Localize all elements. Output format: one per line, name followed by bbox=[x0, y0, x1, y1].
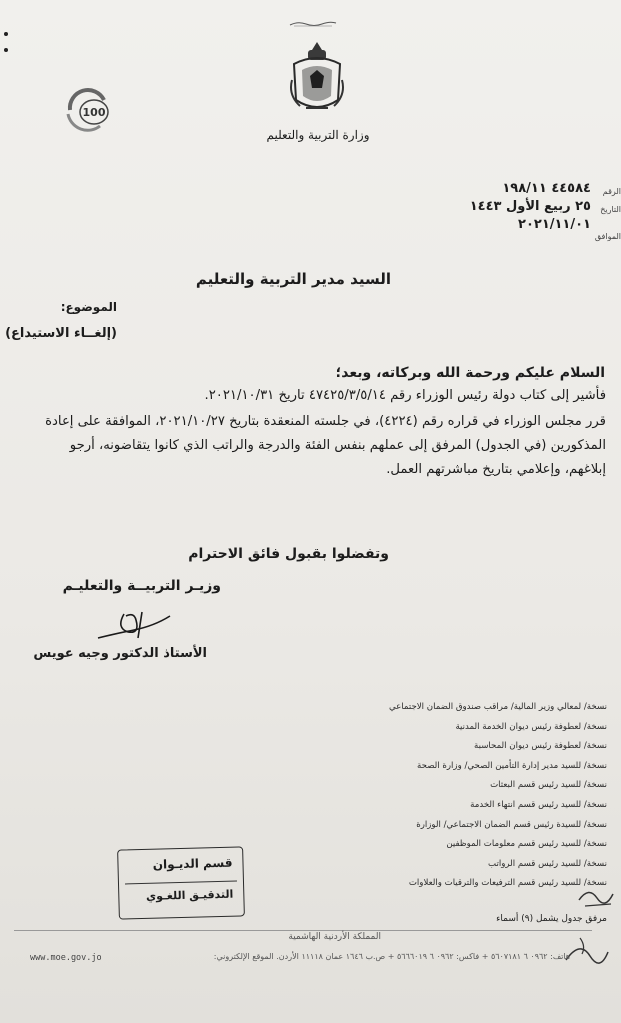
paragraph-1: فأشير إلى كتاب دولة رئيس الوزراء رقم ٤٧٤٢٥/٣/٥/١٤ تاريخ ٢٠٢١/١٠/٣١. bbox=[204, 388, 606, 403]
paragraph-2: قرر مجلس الوزراء في قراره رقم (٤٢٢٤)، في جلسته المنعقدة بتاريخ ٢٠٢١/١٠/٢٧، الموافقة على إعادة المذكورين (في الجدول) المرفق إلى عملهم بنفس الفئة والدرجة والراتب الذي كانوا يتقاضونه، أرجو إبلاغهم، وإعلامي بتاريخ مباشرتهم العمل. bbox=[45, 414, 606, 477]
addressee: السيد مدير التربية والتعليم bbox=[195, 270, 391, 288]
signature-icon bbox=[94, 608, 174, 644]
royal-crest-icon bbox=[288, 40, 346, 118]
gregorian-date: ٢٠٢١/١١/٠١ bbox=[518, 217, 591, 232]
scan-speck bbox=[4, 48, 8, 52]
copy-line: نسخة/ لعطوفة رئيس ديوان المحاسبة bbox=[474, 741, 607, 752]
copy-line: نسخة/ للسيد رئيس قسم انتهاء الخدمة bbox=[470, 799, 607, 810]
minister-name: الأستاذ الدكتور وجيه عويس bbox=[33, 646, 207, 661]
attachment-note: مرفق جدول يشمل (٩) أسماء bbox=[496, 914, 607, 924]
equiv-label: الموافق bbox=[594, 232, 621, 241]
footer-divider bbox=[14, 930, 592, 931]
copy-line: نسخة/ للسيد رئيس قسم البعثات bbox=[490, 780, 607, 791]
copy-line: نسخة/ لعطوفة رئيس ديوان الخدمة المدنية bbox=[455, 721, 607, 732]
margin-scribble-icon bbox=[575, 880, 615, 910]
ministry-name: وزارة التربية والتعليم bbox=[266, 128, 370, 142]
footer-country: المملكة الأردنية الهاشمية bbox=[288, 932, 381, 942]
closing: وتفضلوا بقبول فائق الاحترام bbox=[188, 546, 389, 562]
footer-contact: هاتف: ٠٩٦٢ ٦ ٥٦٠٧١٨١ + فاكس: ٠٩٦٢ ٦ ٥٦٦٦٠١٩ + ص.ب ١٦٤٦ عمان ١١١١٨ الأردن. الموقع الإلكتروني: bbox=[213, 952, 570, 961]
number-label: الرقم bbox=[602, 187, 621, 196]
copy-line: نسخة/ للسيد رئيس قسم معلومات الموظفين bbox=[446, 839, 607, 850]
copy-line: نسخة/ للسيد رئيس قسم الرواتب bbox=[488, 858, 607, 869]
basmala-mark bbox=[288, 18, 338, 28]
department-stamp bbox=[117, 846, 245, 919]
scan-speck bbox=[4, 32, 8, 36]
stamp-divider bbox=[125, 881, 237, 885]
copy-line: نسخة/ لمعالي وزير المالية/ مراقب صندوق الضمان الاجتماعي bbox=[388, 702, 607, 712]
reference-number: ٤٤٥٨٤ ١٩٨/١١ bbox=[502, 181, 591, 196]
footer-website-link[interactable]: www.moe.gov.jo bbox=[30, 953, 102, 963]
copy-line: نسخة/ للسيد مدير إدارة التأمين الصحي/ وزارة الصحة bbox=[417, 760, 607, 771]
reference-block bbox=[431, 180, 621, 241]
copy-line: نسخة/ للسيد رئيس قسم الترفيعات والترقيات والعلاوات bbox=[408, 878, 607, 889]
minister-title: وزيـر التربيــة والتعليـم bbox=[62, 578, 221, 594]
subject: (إلغــاء الاستيداع) bbox=[5, 326, 117, 341]
copy-line: نسخة/ للسيدة رئيس قسم الضمان الاجتماعي/ الوزارة bbox=[416, 819, 607, 830]
hijri-date: ٢٥ ربيع الأول ١٤٤٣ bbox=[469, 199, 591, 214]
stamp-line-2: التدقيـق اللغـوي bbox=[145, 887, 234, 903]
centenary-logo-icon bbox=[60, 80, 116, 136]
stamp-line-1: قسم الديـوان bbox=[152, 855, 233, 872]
centenary-number: 100 bbox=[82, 106, 106, 119]
greeting: السلام عليكم ورحمة الله وبركاته، وبعد؛ bbox=[335, 365, 605, 381]
date-label: التاريخ bbox=[600, 205, 621, 214]
subject-label: الموضوع: bbox=[60, 300, 117, 314]
margin-scribble-icon bbox=[560, 930, 610, 970]
